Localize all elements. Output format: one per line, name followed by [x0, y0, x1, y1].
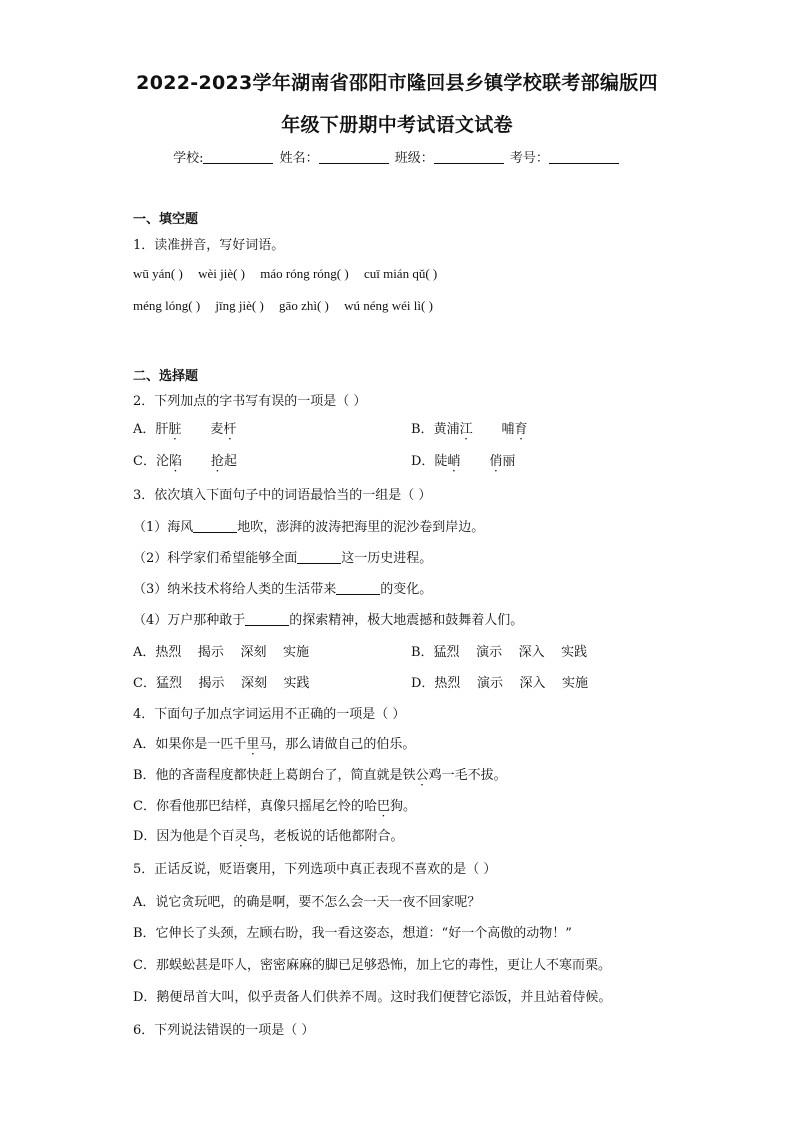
- exam-number-blank[interactable]: [549, 151, 619, 164]
- question-4-stem: 4．下面句子加点字词运用不正确的一项是（ ）: [133, 707, 406, 722]
- pinyin-item[interactable]: cuī mián qǔ( ): [363, 266, 438, 281]
- dotted-char: 抢: [210, 454, 224, 469]
- school-label: 学校:: [173, 151, 204, 166]
- pinyin-item[interactable]: méng lóng( ): [133, 298, 201, 313]
- question-3-stem: 3．依次填入下面句子中的词语最恰当的一组是（ ）: [133, 488, 432, 503]
- option-text: 一毛不拔。: [441, 768, 507, 783]
- sentence-text: 的探索精神，极大地震撼和鼓舞着人们。: [289, 613, 524, 628]
- option-letter: B．: [411, 422, 434, 437]
- question-5-option-a[interactable]: A．说它贪玩吧，的确是啊，要不怎么会一天一夜不回家呢？: [133, 895, 481, 910]
- fill-blank[interactable]: [297, 551, 341, 564]
- pinyin-item[interactable]: wèi jiè( ): [198, 266, 245, 281]
- option-text: 起: [223, 454, 237, 469]
- exam-title-line-1: 2022-2023学年湖南省邵阳市隆回县乡镇学校联考部编版四: [136, 72, 658, 94]
- pinyin-item[interactable]: gāo zhì( ): [279, 298, 329, 313]
- option-letter: A．: [133, 422, 156, 437]
- question-2-option-c[interactable]: [133, 450, 237, 469]
- option-text: 陡: [434, 454, 448, 469]
- pinyin-item[interactable]: wū yán( ): [133, 266, 183, 281]
- dotted-char: 育: [514, 422, 528, 437]
- section-heading-choice: 二、选择题: [133, 369, 199, 384]
- sentence-text: （3）纳米技术将给人类的生活带来: [133, 582, 337, 597]
- dotted-phrase: 铁公鸡: [402, 768, 442, 783]
- fill-blank[interactable]: [245, 613, 289, 626]
- name-blank[interactable]: [319, 151, 389, 164]
- sentence-text: （1）海风: [133, 520, 194, 535]
- question-5-option-c[interactable]: C．那蜈蚣甚是吓人，密密麻麻的脚已足够恐怖，加上它的毒性，更让人不寒而栗。: [133, 958, 611, 973]
- question-6-stem: 6．下列说法错误的一项是（ ）: [133, 1023, 315, 1038]
- option-text: A．如果你是一匹: [133, 737, 234, 752]
- question-2-option-b[interactable]: [411, 418, 528, 437]
- option-text: D．因为他是个: [133, 829, 222, 844]
- question-4-option-a[interactable]: [133, 733, 415, 752]
- pinyin-row-1: [133, 266, 449, 282]
- fill-blank[interactable]: [193, 520, 237, 533]
- question-4-option-d[interactable]: [133, 825, 403, 844]
- exam-title-line-2: 年级下册期中考试语文试卷: [281, 114, 513, 136]
- question-2-stem: 2．下列加点的字书写有误的一项是（ ）: [133, 394, 367, 409]
- option-letter: C．: [133, 454, 156, 469]
- option-text: ，那么请做自己的伯乐。: [272, 737, 416, 752]
- option-text: C．你看他那巴结样，真像只摇尾乞怜的: [133, 799, 364, 814]
- option-text: 麦: [210, 422, 224, 437]
- fill-blank[interactable]: [336, 582, 380, 595]
- option-text: 沦: [155, 454, 169, 469]
- question-3-option-d[interactable]: D．热烈 演示 深入 实施: [411, 676, 589, 691]
- question-3-option-b[interactable]: B．猛烈 演示 深入 实践: [411, 645, 588, 660]
- pinyin-item[interactable]: máo róng róng( ): [260, 266, 349, 281]
- option-text: 哺: [501, 422, 515, 437]
- question-3-sentence-2: [133, 547, 432, 566]
- dotted-char: 俏: [489, 454, 503, 469]
- question-2-option-d[interactable]: [411, 450, 515, 469]
- option-text: 丽: [502, 454, 516, 469]
- question-3-sentence-4: [133, 609, 523, 628]
- question-5-stem: 5．正话反说，贬语褒用，下列选项中真正表现不喜欢的是（ ）: [133, 862, 497, 877]
- class-blank[interactable]: [434, 151, 504, 164]
- sentence-text: 地吹，澎湃的波涛把海里的泥沙卷到岸边。: [237, 520, 485, 535]
- question-3-option-a[interactable]: A．热烈 揭示 深刻 实施: [133, 645, 309, 660]
- question-2-option-a[interactable]: [133, 418, 236, 437]
- pinyin-item[interactable]: wú néng wéi lì( ): [344, 298, 433, 313]
- dotted-char: 陷: [168, 454, 182, 469]
- name-label: 姓名：: [279, 151, 319, 166]
- question-1-stem: 1．读准拼音，写好词语。: [133, 238, 285, 253]
- dotted-char: 杆: [223, 422, 237, 437]
- dotted-char: 江: [459, 422, 473, 437]
- dotted-char: 峭: [447, 454, 461, 469]
- question-4-option-b[interactable]: [133, 764, 507, 783]
- student-info-row: [0, 147, 794, 166]
- option-text: ，老板说的话他都附合。: [260, 829, 404, 844]
- dotted-phrase: 百灵鸟: [221, 829, 261, 844]
- question-3-sentence-1: [133, 516, 484, 535]
- option-text: 。: [402, 799, 416, 814]
- section-heading-fill-blank: 一、填空题: [133, 212, 199, 227]
- option-text: B．他的吝啬程度都快赶上葛朗台了，简直就是: [133, 768, 403, 783]
- class-label: 班级：: [394, 151, 434, 166]
- pinyin-row-2: [133, 298, 445, 314]
- question-4-option-c[interactable]: [133, 795, 416, 814]
- question-5-option-b[interactable]: B．它伸长了头颈，左顾右盼，我一看这姿态，想道：“好一个高傲的动物！”: [133, 926, 572, 941]
- question-5-option-d[interactable]: D．鹅便昂首大叫，似乎责备人们供养不周。这时我们便替它添饭，并且站着侍候。: [133, 990, 612, 1005]
- question-3-option-c[interactable]: C．猛烈 揭示 深刻 实践: [133, 676, 310, 691]
- dotted-phrase: 千里马: [233, 737, 273, 752]
- option-text: 黄浦: [433, 422, 460, 437]
- option-text: 肝: [155, 422, 169, 437]
- dotted-phrase: 哈巴狗: [363, 799, 403, 814]
- school-blank[interactable]: [203, 151, 273, 164]
- question-3-sentence-3: [133, 578, 432, 597]
- sentence-text: 这一历史进程。: [341, 551, 433, 566]
- exam-number-label: 考号：: [509, 151, 549, 166]
- sentence-text: 的变化。: [380, 582, 433, 597]
- pinyin-item[interactable]: jīng jiè( ): [215, 298, 264, 313]
- option-letter: D．: [411, 454, 435, 469]
- dotted-char: 脏: [168, 422, 182, 437]
- sentence-text: （2）科学家们希望能够全面: [133, 551, 298, 566]
- sentence-text: （4）万户那种敢于: [133, 613, 246, 628]
